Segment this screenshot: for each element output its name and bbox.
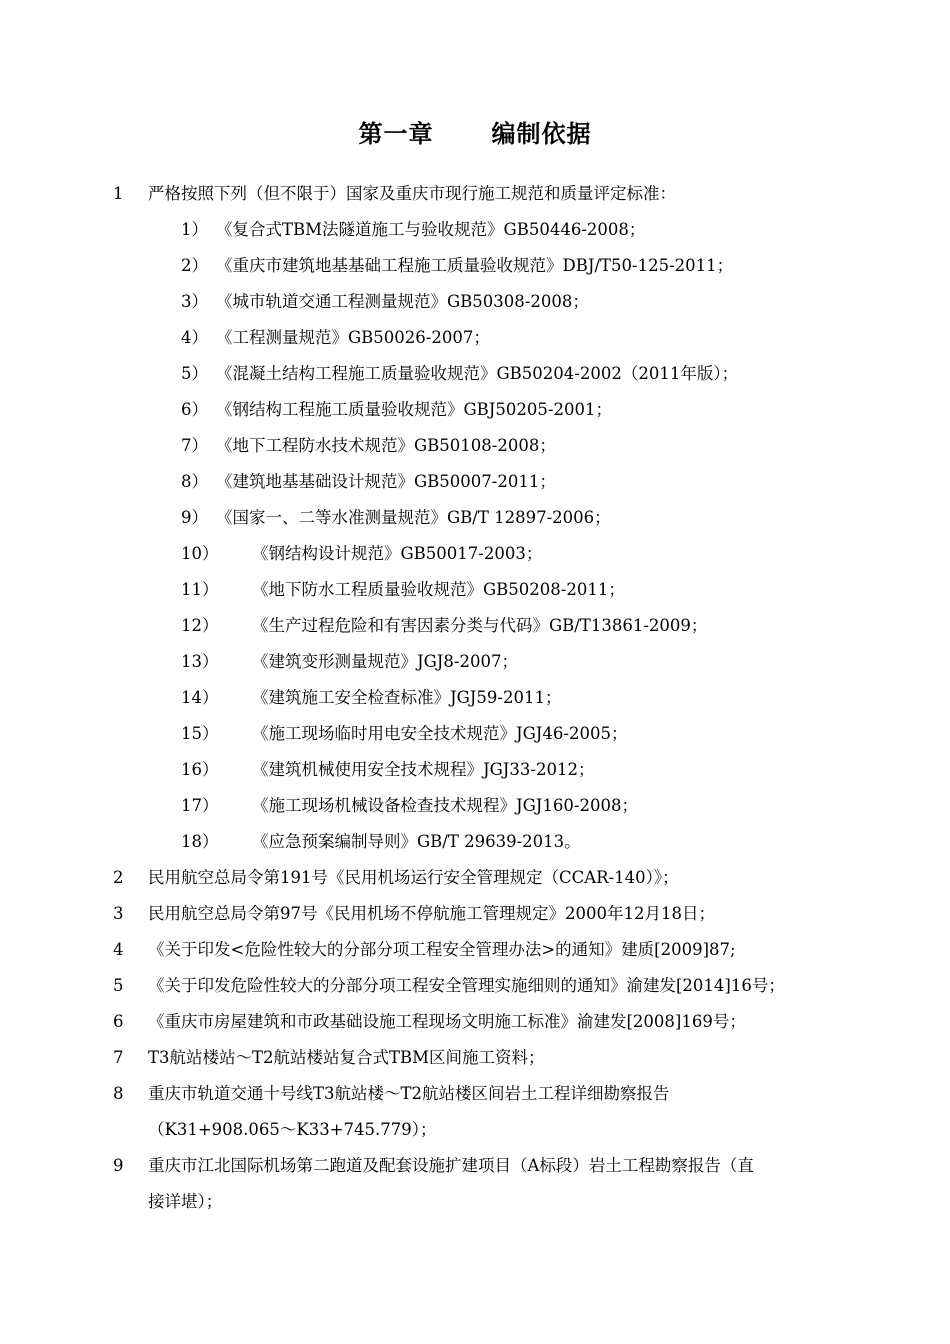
list-item — [0, 932, 950, 968]
chapter-title — [0, 116, 950, 152]
sub-item-number: 13） — [181, 652, 219, 671]
sub-item-text: 《生产过程危险和有害因素分类与代码》GB/T13861-2009； — [252, 616, 708, 635]
item-text: 《关于印发<危险性较大的分部分项工程安全管理办法>的通知》建质[2009]87; — [148, 940, 736, 959]
sub-list-item — [0, 680, 950, 716]
sub-item-number: 17） — [181, 796, 219, 815]
sub-list-item — [0, 212, 950, 248]
sub-item-text: 《地下工程防水技术规范》GB50108-2008； — [216, 436, 556, 455]
item-text: 重庆市轨道交通十号线T3航站楼～T2航站楼区间岩土工程详细勘察报告 — [148, 1084, 670, 1103]
item-text: T3航站楼站～T2航站楼站复合式TBM区间施工资料； — [148, 1048, 545, 1067]
sub-item-text: 《建筑变形测量规范》JGJ8-2007； — [252, 652, 518, 671]
item-number: 4 — [113, 940, 124, 959]
sub-item-number: 14） — [181, 688, 219, 707]
sub-item-text: 《建筑地基基础设计规范》GB50007-2011； — [216, 472, 556, 491]
sub-list-item — [0, 428, 950, 464]
list-item — [0, 1148, 950, 1184]
list-item — [0, 896, 950, 932]
chapter-name: 编制依据 — [491, 120, 592, 148]
sub-list-item — [0, 572, 950, 608]
sub-item-number: 9） — [181, 508, 208, 527]
sub-item-text: 《混凝土结构工程施工质量验收规范》GB50204-2002（2011年版）； — [216, 364, 739, 383]
sub-item-number: 3） — [181, 292, 208, 311]
item-text: 《关于印发危险性较大的分部分项工程安全管理实施细则的通知》渝建发[2014]16号； — [148, 976, 785, 995]
sub-list-item — [0, 788, 950, 824]
sub-item-number: 8） — [181, 472, 208, 491]
sub-item-number: 18） — [181, 832, 219, 851]
item-number: 8 — [113, 1084, 124, 1103]
list-item-continuation — [0, 1184, 950, 1220]
list-item — [0, 176, 950, 212]
item-number: 2 — [113, 868, 124, 887]
sub-item-number: 10） — [181, 544, 219, 563]
sub-item-number: 16） — [181, 760, 219, 779]
sub-item-text: 《地下防水工程质量验收规范》GB50208-2011； — [252, 580, 625, 599]
sub-item-text: 《应急预案编制导则》GB/T 29639-2013。 — [252, 832, 581, 851]
sub-item-text: 《重庆市建筑地基基础工程施工质量验收规范》DBJ/T50-125-2011； — [216, 256, 734, 275]
sub-item-text: 《工程测量规范》GB50026-2007； — [216, 328, 490, 347]
sub-item-text: 《建筑施工安全检查标准》JGJ59-2011； — [252, 688, 562, 707]
sub-item-text: 《钢结构设计规范》GB50017-2003； — [252, 544, 543, 563]
sub-item-number: 5） — [181, 364, 208, 383]
sub-list-item — [0, 320, 950, 356]
sub-list-item — [0, 752, 950, 788]
sub-item-text: 《城市轨道交通工程测量规范》GB50308-2008； — [216, 292, 589, 311]
item-text: 民用航空总局令第191号《民用机场运行安全管理规定（CCAR-140）》； — [148, 868, 679, 887]
sub-item-number: 1） — [181, 220, 208, 239]
sub-item-number: 12） — [181, 616, 219, 635]
item-text: 《重庆市房屋建筑和市政基础设施工程现场文明施工标准》渝建发[2008]169号； — [148, 1012, 746, 1031]
sub-list-item — [0, 248, 950, 284]
sub-item-number: 2） — [181, 256, 208, 275]
sub-item-text: 《建筑机械使用安全技术规程》JGJ33-2012； — [252, 760, 595, 779]
list-item — [0, 968, 950, 1004]
item-number: 7 — [113, 1048, 124, 1067]
sub-list-item — [0, 608, 950, 644]
sub-item-text: 《钢结构工程施工质量验收规范》GBJ50205-2001； — [216, 400, 612, 419]
item-number: 9 — [113, 1156, 124, 1175]
sub-list-item — [0, 284, 950, 320]
sub-list-item — [0, 356, 950, 392]
sub-list-item — [0, 500, 950, 536]
sub-item-number: 11） — [181, 580, 219, 599]
sub-item-number: 6） — [181, 400, 208, 419]
sub-item-text: 《国家一、二等水准测量规范》GB/T 12897-2006； — [216, 508, 611, 527]
sub-list-item — [0, 392, 950, 428]
sub-item-number: 15） — [181, 724, 219, 743]
sub-item-text: 《复合式TBM法隧道施工与验收规范》GB50446-2008； — [216, 220, 646, 239]
sub-list-item — [0, 824, 950, 860]
item-text: 重庆市江北国际机场第二跑道及配套设施扩建项目（A标段）岩土工程勘察报告（直 — [148, 1156, 754, 1175]
sub-list-item — [0, 464, 950, 500]
sub-list-item — [0, 644, 950, 680]
item-text-continuation: 接详堪）； — [148, 1192, 223, 1211]
list-item — [0, 1004, 950, 1040]
item-number: 5 — [113, 976, 124, 995]
list-item — [0, 860, 950, 896]
item-text-continuation: （K31+908.065～K33+745.779）； — [148, 1120, 437, 1139]
sub-list-item — [0, 536, 950, 572]
item-number: 6 — [113, 1012, 124, 1031]
sub-list-item — [0, 716, 950, 752]
list-item — [0, 1076, 950, 1112]
chapter-number: 第一章 — [358, 120, 434, 148]
item-text: 严格按照下列（但不限于）国家及重庆市现行施工规范和质量评定标准： — [148, 184, 676, 203]
item-text: 民用航空总局令第97号《民用机场不停航施工管理规定》2000年12月18日； — [148, 904, 715, 923]
list-item-continuation — [0, 1112, 950, 1148]
basis-list — [0, 176, 950, 1220]
list-item — [0, 1040, 950, 1076]
sub-item-text: 《施工现场临时用电安全技术规范》JGJ46-2005； — [252, 724, 628, 743]
sub-item-number: 4） — [181, 328, 208, 347]
sub-item-number: 7） — [181, 436, 208, 455]
sub-item-text: 《施工现场机械设备检查技术规程》JGJ160-2008； — [252, 796, 638, 815]
item-number: 1 — [113, 184, 124, 203]
item-number: 3 — [113, 904, 124, 923]
